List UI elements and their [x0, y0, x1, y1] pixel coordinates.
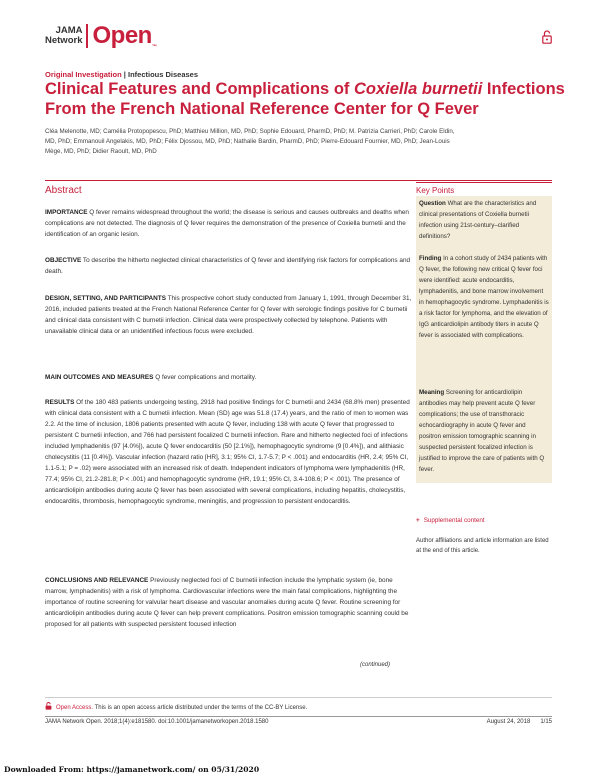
key-points-question: Question What are the characteristics and clinical presentations of Coxiella burnetii infection using 21st-century–clarified definitions? [419, 200, 537, 240]
journal-logo [45, 22, 156, 50]
abstract-outcomes: MAIN OUTCOMES AND MEASURES Q fever complications and mortality. [45, 374, 257, 381]
key-points-rule [416, 182, 552, 183]
citation-footer: JAMA Network Open. 2018;1(4):e181580. doi:10.1001/jamanetworkopen.2018.1580 [45, 719, 269, 725]
abstract-results: RESULTS Of the 180 483 patients undergoing testing, 2918 had positive findings for C burnetii and 2434 (68.8% men) presented with clinical data consistent with a C burnetii infection. Mean (SD) age was 51.8 (17.4) years, and the ratio of men to women was 2.2. At the time of inclusion, 1806 patients presented with acute Q fever, including 138 with acute Q fever that progressed to persistent C burnetii infection, and 766 had persistent focalized C burnetii infection. Rare and hitherto neglected foci of infections included lymphadenitis (97 [4.0%]), acute Q fever endocarditis (50 [2.1%]), hemophagocytic syndrome (9 [0.4%]), and alithiasic cholecystitis (11 [0.4%]). Vascular infection (hazard ratio [HR], 3.1; 95% CI, 1.7-5.7; P < .001) and endocarditis (HR, 2.4; 95% CI, 1.1-5.1; P = .02) were associated with an increased risk of death. Independent indicators of lymphoma were lymphadenitis (HR, 77.4; 95% CI, 21.2-281.8; P < .001) and hemophagocytic syndrome (HR, 19.1; 95% CI, 3.4-108.6; P < .001). The presence of anticardiolipin antibodies during acute Q fever has been associated with several complications, including hepatitis, cholecystitis, endocarditis, thrombosis, hemophagocytic syndrome, meningitis, and progression to persistent endocarditis. [45, 399, 410, 505]
divider [45, 180, 552, 181]
key-points-heading: Key Points [416, 186, 455, 195]
article-category: Original Investigation | Infectious Diseases [45, 70, 199, 79]
author-list: Cléa Melenotte, MD; Camélia Protopopescu, PhD; Matthieu Million, MD, PhD; Sophie Edouard, PharmD, PhD; M. Patrizia Carrieri, PhD; Carole Eldin, MD, PhD; Emmanouil Angelakis, MD, PhD; Félix Djossou, MD, PhD; Nathalie Bardin, PharmD, PhD; Pierre-Edouard Fournier, MD, PhD; Jean-Louis Mège, MD, PhD; Didier Raoult, MD, PhD [45, 128, 455, 155]
continued-note: (continued) [360, 662, 391, 668]
open-access-note: Open Access. This is an open access article distributed under the terms of the CC-BY License. [45, 702, 307, 711]
supplemental-content-link[interactable]: + Supplemental content [416, 517, 485, 524]
plus-icon: + [416, 517, 420, 524]
open-access-icon [45, 702, 52, 710]
download-stamp: Downloaded From: https://jamanetwork.com/ on 05/31/2020 [4, 765, 260, 774]
open-lock-icon [542, 30, 552, 44]
divider [45, 697, 552, 698]
key-points-meaning: Meaning Screening for anticardiolipin antibodies may help prevent acute Q fever complications; the use of transthoracic echocardiography in acute Q fever and positron emission tomographic scanning in suspected persistent focalized infection is justified to improve the care of patients with Q fever. [419, 389, 545, 473]
key-points-findings: Finding In a cohort study of 2434 patients with Q fever, the following new critical Q fever foci were identified: acute endocarditis, lymphadenitis, and bone marrow involvement in hemophagocytic syndrome. Lymphadenitis is a risk factor for lymphoma, and the elevation of IgG anticardiolipin antibody titers in acute Q fever is associated with complications. [419, 255, 549, 339]
abstract-objective: OBJECTIVE To describe the hitherto neglected clinical characteristics of Q fever and identifying risk factors for complications and death. [45, 257, 411, 275]
affiliations-note: Author affiliations and article information are listed at the end of this article. [416, 538, 549, 554]
article-title: Clinical Features and Complications of Coxiella burnetii Infections From the French National Reference Center for Q Fever [45, 80, 565, 118]
abstract-design: DESIGN, SETTING, AND PARTICIPANTS This prospective cohort study conducted from January 1, 1991, through December 31, 2016, included patients treated at the French National Reference Center for Q fever with serologic findings positive for C burnetii and clinical data consistent with C burnetii infection. Clinical data were prospectively collected by telephone. Patients with unavailable clinical data or an unidentified infectious focus were excluded. [45, 295, 412, 335]
divider [45, 716, 552, 717]
logo-wordmark: JAMA Network [45, 25, 83, 46]
logo-divider [86, 24, 88, 48]
abstract-heading: Abstract [45, 185, 82, 196]
logo-open: Open™ [92, 22, 157, 50]
date-page-footer: August 24, 2018 1/15 [486, 719, 552, 725]
abstract-conclusions: CONCLUSIONS AND RELEVANCE Previously neglected foci of C burnetii infection include the lymphatic system (ie, bone marrow, lymphadenitis) with a risk of lymphoma. Cardiovascular infections were the main fatal complications, highlighting the importance of routine screening for valvular heart disease and vascular anomalies during acute Q fever. Routine screening for anticardiolipin antibodies during acute Q fever can help prevent complications. Positron emission tomographic scanning could be proposed for all patients with suspected persistent focused infection [45, 577, 409, 628]
abstract-importance: IMPORTANCE Q fever remains widespread throughout the world; the disease is serious and causes outbreaks and deaths when complications are not detected. The diagnosis of Q fever requires the demonstration of the presence of Coxiella burnetii and the identification of an organic lesion. [45, 209, 409, 238]
